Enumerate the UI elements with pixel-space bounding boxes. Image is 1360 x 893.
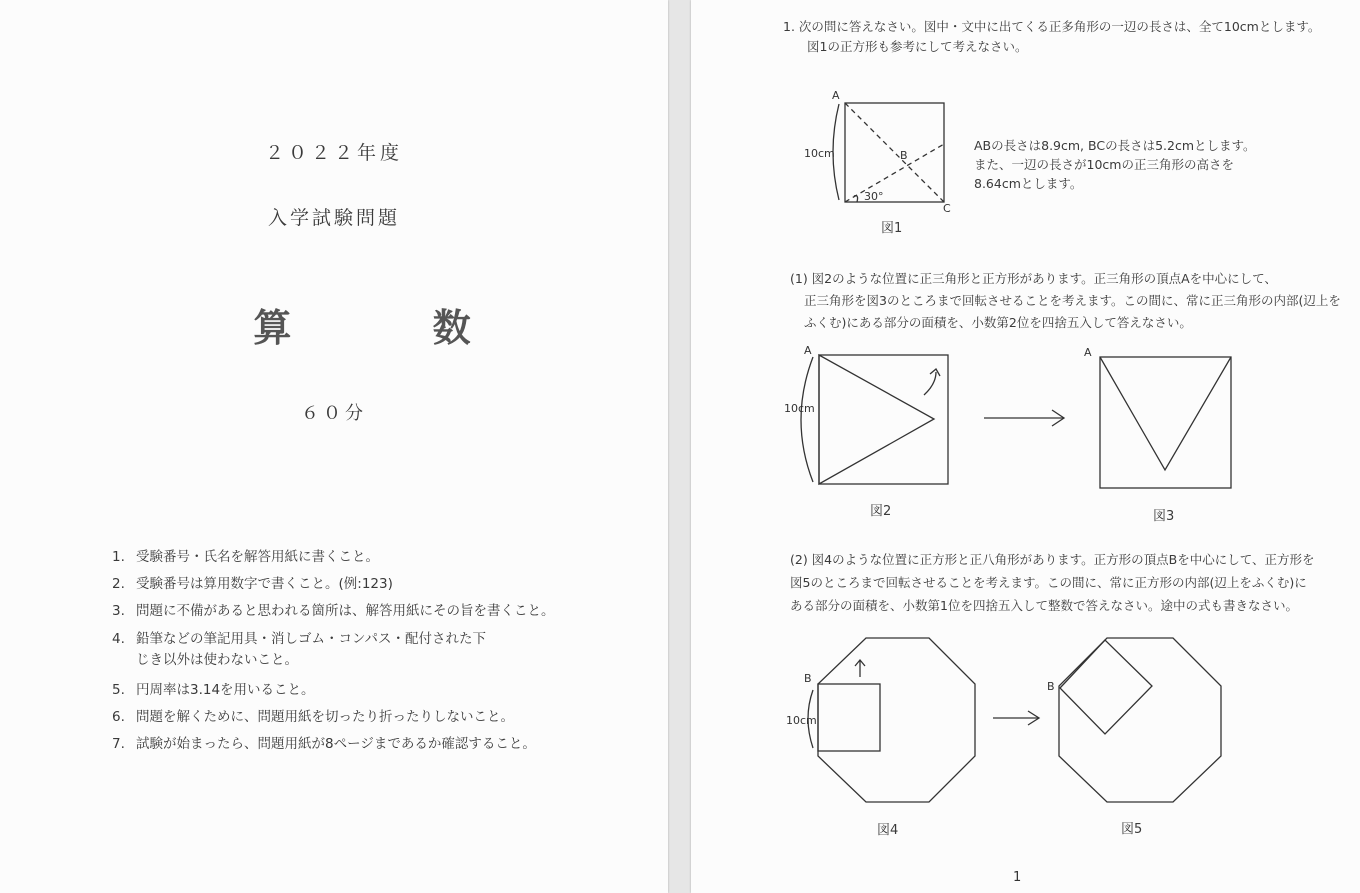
exam-rules-list — [112, 548, 612, 762]
fig4-label-b: B — [804, 672, 812, 685]
rule-number: 4. — [112, 631, 125, 647]
rule-number: 1. — [112, 549, 125, 565]
rule-text: 問題に不備があると思われる箇所は、解答用紙にその旨を書くこと。 — [136, 603, 555, 619]
rule-item — [112, 575, 612, 593]
fig2-label-a: A — [804, 344, 812, 357]
rule-number: 3. — [112, 603, 125, 619]
figure-2 — [784, 344, 948, 484]
fig1-label-b: B — [900, 149, 908, 162]
question1-intro-line2: 図1の正方形も参考にして考えなさい。 — [807, 39, 1028, 54]
fig4-octagon — [818, 638, 975, 802]
fig3-label-a: A — [1084, 346, 1092, 359]
fig1-diagonal — [845, 103, 944, 202]
rule-number: 6. — [112, 709, 125, 725]
fig2-label-side: 10cm — [784, 402, 815, 415]
fig2-rotation-arrow — [924, 372, 936, 395]
figure-3 — [1084, 346, 1231, 488]
rule-number: 2. — [112, 576, 125, 592]
fig2-arrow-head — [930, 369, 940, 376]
fig2-triangle — [819, 355, 934, 484]
cover-page — [0, 0, 668, 893]
fig2-side-brace — [801, 357, 813, 482]
subject-title: 算 数 — [253, 306, 535, 350]
rule-item — [112, 602, 612, 620]
figure-1 — [804, 89, 951, 215]
part1-line2: 正三角形を図3のところまで回転させることを考えます。この間に、常に正三角形の内部(辺上を — [804, 293, 1341, 308]
fig3-caption: 図3 — [1153, 509, 1175, 524]
fig3-triangle — [1100, 357, 1231, 470]
fig1-note-line2: また、一辺の長さが10cmの正三角形の高さを — [974, 157, 1234, 172]
fig1-label-side: 10cm — [804, 147, 835, 160]
exam-year: ２０２２年度 — [264, 142, 403, 164]
fig4-square — [818, 684, 880, 751]
fig1-note-line1: ABの長さは8.9cm, BCの長さは5.2cmとします。 — [974, 138, 1256, 153]
figure-4 — [786, 638, 975, 802]
rule-text: 受験番号・氏名を解答用紙に書くこと。 — [136, 549, 379, 565]
rule-number: 5. — [112, 682, 125, 698]
figure-5 — [1047, 638, 1221, 802]
rule-item — [112, 735, 612, 753]
rule-text: 受験番号は算用数字で書くこと。(例:123) — [136, 576, 393, 592]
rule-item — [112, 681, 612, 699]
fig2-square — [819, 355, 948, 484]
fig5-square — [1060, 640, 1152, 734]
part1-line1: (1) 図2のような位置に正三角形と正方形があります。正三角形の頂点Aを中心にして、 — [790, 271, 1277, 286]
fig1-dashed-line — [845, 144, 944, 202]
rule-text: 鉛筆などの筆記用具・消しゴム・コンパス・配付された下じき以外は使わないこと。 — [136, 631, 487, 668]
rule-text: 問題を解くために、問題用紙を切ったり折ったりしないこと。 — [136, 709, 514, 725]
rule-number: 7. — [112, 736, 125, 752]
fig1-caption: 図1 — [881, 221, 903, 236]
fig1-label-a: A — [832, 89, 840, 102]
fig1-label-c: C — [943, 202, 951, 215]
question-page — [691, 0, 1360, 893]
rule-text: 円周率は3.14を用いること。 — [136, 682, 315, 698]
question1-intro-line1: 1. 次の問に答えなさい。図中・文中に出てくる正多角形の一辺の長さは、全て10cmとします。 — [783, 19, 1321, 34]
rule-item — [112, 708, 612, 726]
time-limit: ６０分 — [301, 403, 367, 424]
fig5-caption: 図5 — [1121, 822, 1143, 837]
rule-text: 試験が始まったら、問題用紙が8ページまであるか確認すること。 — [136, 736, 536, 752]
fig2-caption: 図2 — [870, 504, 892, 519]
part2-line1: (2) 図4のような位置に正方形と正八角形があります。正方形の頂点Bを中心にして、正方形を — [790, 552, 1315, 567]
fig4-label-side: 10cm — [786, 714, 817, 727]
fig5-label-b: B — [1047, 680, 1055, 693]
part1-line3: ふくむ)にある部分の面積を、小数第2位を四捨五入して答えなさい。 — [804, 315, 1192, 330]
page-number: 1 — [1013, 870, 1022, 885]
fig1-note-line3: 8.64cmとします。 — [974, 176, 1083, 191]
rule-item — [112, 548, 612, 566]
fig4-caption: 図4 — [877, 823, 899, 838]
fig1-label-angle: 30° — [864, 190, 884, 203]
geometry-figures — [691, 0, 1360, 893]
part2-line3: ある部分の面積を、小数第1位を四捨五入して整数で答えなさい。途中の式も書きなさい。 — [790, 598, 1298, 613]
part2-line2: 図5のところまで回転させることを考えます。この間に、常に正方形の内部(辺上をふくむ)に — [790, 575, 1307, 590]
exam-title: 入学試験問題 — [267, 207, 400, 229]
rule-item — [112, 629, 612, 671]
